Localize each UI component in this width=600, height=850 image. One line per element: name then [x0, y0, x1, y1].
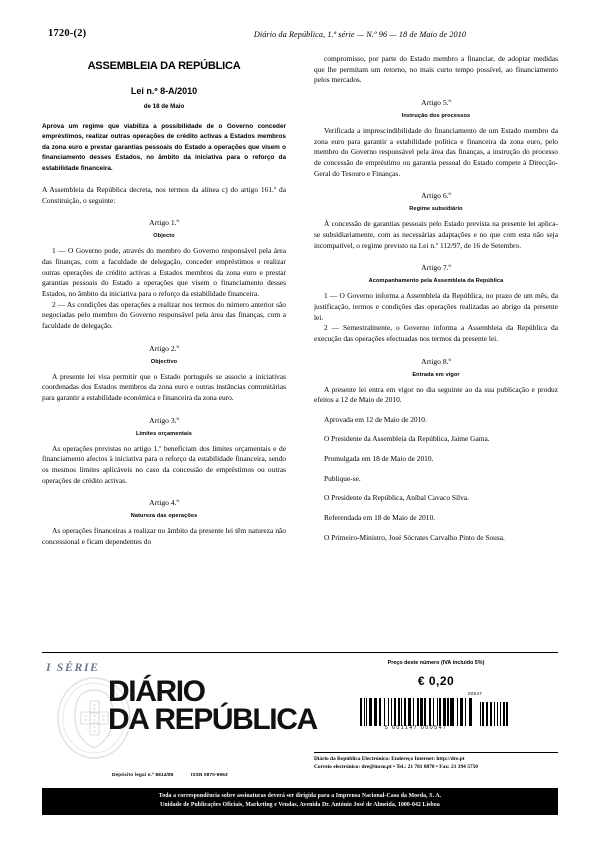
running-head [42, 28, 558, 50]
article-paragraph: 1 — O Governo pode, através do membro do Governo responsável pela área das finanças, com a faculdade de delegação, conceder empréstimos e realizar outras operações de crédito activas a Estados membros da zona euro e prestar garantias pessoais do Estado a operações que visem o financiamento desses Estados, no âmbito da iniciativa para o reforço da estabilidade financeira. [42, 246, 286, 298]
law-summary: Aprova um regime que viabiliza a possibilidade de o Governo conceder empréstimos, realizar outras operações de crédito activas a Estados membros da zona euro e prestar garantias pessoais do Estado a operações que visem o financiamento desses Estados, no âmbito da iniciativa para o reforço da estabilidade financeira. [42, 123, 286, 172]
page-folio: 1720-(2) [48, 28, 87, 39]
banner-line-1: Toda a correspondência sobre assinaturas deverá ser dirigida para a Imprensa Nacional-Casa da Moeda, S. A. [158, 793, 442, 799]
column-left [42, 54, 286, 642]
article-paragraph: As operações financeiras a realizar no âmbito da presente lei têm natureza não concessional e ficam dependentes do [42, 526, 286, 546]
email-phone-fax-line: Correio electrónico: dre@incm.pt • Tel.: 21 781 0870 • Fax: 21 394 5750 [314, 764, 478, 771]
article-subtitle: Instrução dos processos [401, 112, 471, 119]
deposito-legal: Depósito legal n.º 8814/85 [112, 772, 174, 777]
article-block [314, 98, 558, 179]
enacting-clause: A Assembleia da República decreta, nos termos da alínea c) do artigo 161.º da Constituição, o seguinte: [42, 184, 286, 205]
article-block [42, 498, 286, 547]
banner-line-2: Unidade de Publicações Oficiais, Marketing e Vendas, Avenida Dr. António José de Almeida, 1000-042 Lisboa [160, 801, 440, 808]
article-heading: Artigo 3.º [149, 415, 179, 425]
article-block [314, 357, 558, 406]
article-block [314, 191, 558, 251]
diario-da-republica-wordmark [108, 675, 317, 736]
barcode-digits: 5 601147 000547 [384, 725, 448, 731]
article-subtitle: Natureza das operações [130, 513, 198, 520]
article-subtitle: Objecto [153, 233, 175, 240]
issn-label: ISSN 0870-9963 [191, 772, 228, 777]
two-column-body [42, 54, 558, 642]
article-paragraph: À concessão de garantias pessoais pelo Estado prevista na presente lei aplica-se subsidiariamente, com as necessárias adaptações e no que com esta não seja incompatível, o regime previsto na Lei n.º 112/97, de 16 de Setembro. [314, 219, 558, 250]
article-block [42, 218, 286, 331]
article-paragraph: A presente lei entra em vigor no dia seguinte ao da sua publicação e produz efeitos a 12 de Maio de 2010. [314, 384, 558, 405]
article-paragraph: 1 — O Governo informa a Assembleia da República, no prazo de um mês, da justificação, termos e condições das operações realizadas ao abrigo da presente lei. [314, 291, 558, 322]
page-sheet [42, 28, 558, 822]
article-subtitle: Objectivo [150, 358, 178, 365]
price-label: Preço deste número (IVA incluído 5%) [387, 660, 485, 666]
barcode-area [360, 691, 510, 738]
article-subtitle: Regime subsidiário [409, 206, 463, 213]
signature-line: Referendada em 18 de Maio de 2010. [324, 513, 436, 523]
signature-line: O Presidente da Assembleia da República, Jaime Gama. [324, 434, 490, 444]
subscription-notice-banner [42, 788, 558, 815]
article-heading: Artigo 4.º [149, 498, 179, 508]
article-block [42, 344, 286, 404]
law-date: de 18 de Maio [143, 103, 185, 110]
article-heading: Artigo 1.º [149, 218, 179, 228]
article-paragraph: 2 — As condições das operações a realizar nos termos do número anterior são negociadas pelo membro do Governo responsável pela área das finanças, com a faculdade de delegação. [42, 299, 286, 330]
article-subtitle: Acompanhamento pela Assembleia da República [368, 278, 504, 285]
internet-address-line: Diário da República Electrónico: Endereço Internet: http://dre.pt [314, 756, 465, 762]
wordmark-line-1: DIÁRIO [108, 675, 205, 708]
article-subtitle: Limites orçamentais [136, 430, 192, 437]
article-paragraph: Verificada a imprescindibilidade do financiamento de um Estado membro da zona euro para garantir a estabilidade política e financeira da zona euro, pelo membro do Governo responsável pela área das finanças, a instrução do processo de concessão de empréstimo ou garantia pessoal do Estado compete à Direcção-Geral do Tesouro e Finanças. [314, 125, 558, 178]
series-label: I SÉRIE [46, 660, 100, 674]
issn-addon-digits: 00547 [468, 691, 483, 696]
article-heading: Artigo 7.º [421, 263, 451, 273]
signature-line: O Primeiro-Ministro, José Sócrates Carvalho Pinto de Sousa. [324, 532, 505, 542]
article-block [42, 416, 286, 487]
article-paragraph: A presente lei visa permitir que o Estado português se associe a iniciativas coordenadas dos Estados membros da zona euro e outras instâncias comunitárias para garantir a estabilidade económica e financeira da zona euro. [42, 371, 286, 402]
article-subtitle: Entrada em vigor [412, 371, 460, 378]
article-paragraph: 2 — Semestralmente, o Governo informa a Assembleia da República da execução das operações efectuadas nos termos da presente lei. [314, 323, 558, 343]
article-heading: Artigo 2.º [149, 343, 179, 353]
footer-divider [42, 652, 558, 653]
article-heading: Artigo 8.º [421, 356, 451, 366]
ean13-barcode [360, 698, 510, 726]
continued-paragraph: compromisso, por parte do Estado membro a financiar, de adoptar medidas que lhe permitam um retorno, no mais curto tempo possível, ao financiamento pelos mercados. [314, 54, 558, 85]
signature-line: Publique-se. [324, 473, 361, 483]
legal-deposit-line [112, 772, 244, 777]
article-block [314, 263, 558, 344]
article-heading: Artigo 6.º [421, 191, 451, 201]
signature-line: Aprovada em 12 de Maio de 2010. [324, 414, 427, 424]
signature-line: O Presidente da República, Aníbal Cavaco Silva. [324, 493, 469, 503]
law-number: Lei n.º 8-A/2010 [130, 86, 198, 96]
column-right [314, 54, 558, 642]
article-paragraph: As operações previstas no artigo 1.º beneficiam dos limites orçamentais e de financiamento afectos à iniciativa para o reforço da estabilidade financeira, sendo os mesmos limites aplicáveis no caso da concessão de empréstimos ou outras operações de crédito activas. [42, 443, 286, 485]
wordmark-line-2: DA REPÚBLICA [108, 702, 317, 736]
contact-block [314, 752, 558, 771]
publication-reference: Diário da República, 1.ª série — N.º 96 — 18 de Maio de 2010 [253, 30, 467, 39]
price-value: € 0,20 [417, 674, 455, 688]
issuing-body-title: ASSEMBLEIA DA REPÚBLICA [87, 60, 241, 72]
signature-block [314, 415, 558, 544]
article-heading: Artigo 5.º [421, 97, 451, 107]
footer-masthead [42, 660, 558, 780]
signature-line: Promulgada em 18 de Maio de 2010. [324, 454, 434, 464]
